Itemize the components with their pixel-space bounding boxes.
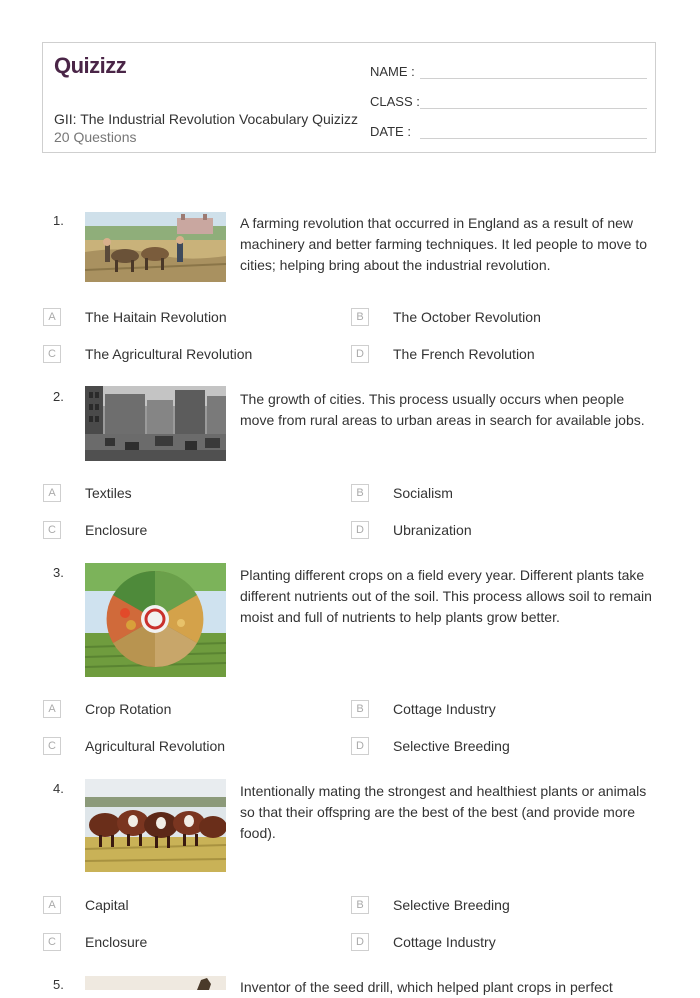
name-line[interactable] <box>420 78 647 79</box>
farming-illustration-image <box>85 212 226 282</box>
option-letter-box[interactable]: C <box>43 345 61 363</box>
option-text: Selective Breeding <box>393 897 510 913</box>
option-letter-box[interactable]: A <box>43 484 61 502</box>
option-letter-box[interactable]: A <box>43 896 61 914</box>
option-text: Socialism <box>393 485 453 501</box>
worksheet-header <box>42 42 656 153</box>
question-text: Inventor of the seed drill, which helped plant crops in perfect <box>240 979 613 995</box>
question-number: 3. <box>53 565 64 580</box>
seed-drill-image <box>85 976 226 990</box>
option-letter-box[interactable]: B <box>351 896 369 914</box>
class-label: CLASS : <box>370 94 420 109</box>
option-letter-box[interactable]: D <box>351 521 369 539</box>
option-letter-box[interactable]: C <box>43 737 61 755</box>
option-text: The Haitain Revolution <box>85 309 227 325</box>
date-line[interactable] <box>420 138 647 139</box>
option-letter-box[interactable]: B <box>351 700 369 718</box>
class-field[interactable] <box>370 89 647 109</box>
question-text: Intentionally mating the strongest and healthiest plants or animals so that their offspring are the best of the best (and provide more food). <box>240 783 647 841</box>
cattle-herd-photo-image <box>85 779 226 872</box>
crop-rotation-wheel-image <box>85 563 226 677</box>
question-count: 20 Questions <box>54 129 137 145</box>
option-text: Textiles <box>85 485 132 501</box>
quizizz-logo: Quizizz <box>54 53 127 78</box>
option-text: Cottage Industry <box>393 701 496 717</box>
question-text: The growth of cities. This process usually occurs when people move from rural areas to urban areas in search for available jobs. <box>240 391 645 428</box>
option-letter-box[interactable]: D <box>351 933 369 951</box>
date-label: DATE : <box>370 124 411 139</box>
option-text: Capital <box>85 897 129 913</box>
option-letter-box[interactable]: C <box>43 521 61 539</box>
option-letter-box[interactable]: D <box>351 737 369 755</box>
class-line[interactable] <box>420 108 647 109</box>
question-number: 5. <box>53 977 64 992</box>
option-text: Enclosure <box>85 934 148 950</box>
question-text: A farming revolution that occurred in England as a result of new machinery and better farming techniques. It led people to move to cities; helping bring about the industrial revolution. <box>240 215 648 273</box>
option-text: Crop Rotation <box>85 701 172 717</box>
quiz-title: GII: The Industrial Revolution Vocabulary Quizizz <box>54 111 359 127</box>
option-text: The Agricultural Revolution <box>85 346 253 362</box>
option-text: Ubranization <box>393 522 472 538</box>
option-text: Enclosure <box>85 522 148 538</box>
option-letter-box[interactable]: B <box>351 308 369 326</box>
industrial-city-photo-image <box>85 386 226 461</box>
name-field[interactable] <box>370 59 647 79</box>
question-number: 1. <box>53 213 64 228</box>
question-text: Planting different crops on a field every year. Different plants take different nutrients out of the soil. This process allows soil to remain moist and full of nutrients to help plants grow better. <box>240 567 652 625</box>
question-number: 4. <box>53 781 64 796</box>
option-letter-box[interactable]: A <box>43 308 61 326</box>
question-number: 2. <box>53 389 64 404</box>
option-text: The October Revolution <box>393 309 541 325</box>
option-text: Agricultural Revolution <box>85 738 226 754</box>
option-text: Cottage Industry <box>393 934 496 950</box>
name-label: NAME : <box>370 64 415 79</box>
option-letter-box[interactable]: D <box>351 345 369 363</box>
option-letter-box[interactable]: C <box>43 933 61 951</box>
option-letter-box[interactable]: B <box>351 484 369 502</box>
date-field[interactable] <box>370 119 647 139</box>
option-text: The French Revolution <box>393 346 535 362</box>
option-letter-box[interactable]: A <box>43 700 61 718</box>
option-text: Selective Breeding <box>393 738 510 754</box>
